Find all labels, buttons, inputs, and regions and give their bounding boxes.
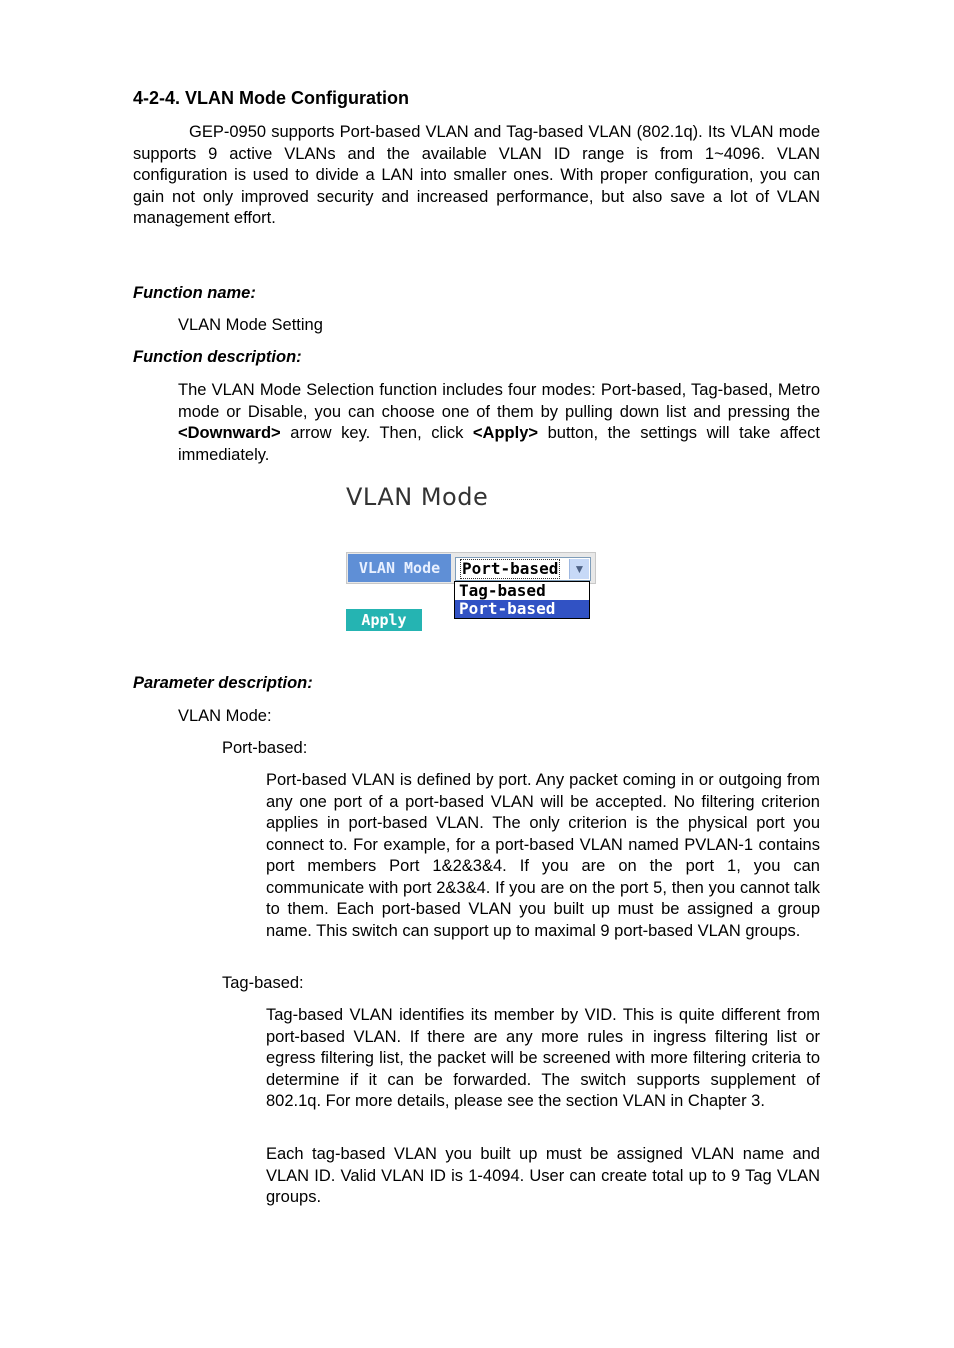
- section-title: 4-2-4. VLAN Mode Configuration: [133, 88, 409, 108]
- function-name-value: VLAN Mode Setting: [178, 316, 323, 334]
- function-description-label: Function description:: [133, 348, 302, 366]
- tag-based-description: Tag-based VLAN identifies its member by VID. This is quite different from port-based VLAN. If there are any more rules in ingress filtering list or egress filtering list, the packet will be screened with more filtering criteria to determine if it can be forwarded. The switch supports supplement of 802.1q. For more details, please see the section VLAN in Chapter 3.: [266, 1006, 820, 1110]
- port-based-label: Port-based:: [222, 739, 308, 757]
- vlan-mode-label: VLAN Mode: [348, 554, 451, 582]
- option-port-based[interactable]: Port-based: [455, 600, 589, 618]
- vlan-mode-dropdown-list: [454, 581, 590, 619]
- port-based-description: Port-based VLAN is defined by port. Any packet coming in or outgoing from any one port of a port-based VLAN will be accepted. No filtering criterion applies in port-based VLAN. The only criterion is the physical port you connect to. For example, for a port-based VLAN named PVLAN-1 contains port members Port 1&2&3&4. If you are on the port 1, you can communicate with port 2&3&4. If you are on the port 5, then you cannot talk to them. Each port-based VLAN you built up must be assigned a group name. This switch can support up to maximal 9 port-based VLAN groups.: [266, 771, 820, 940]
- downward-key: <Downward>: [178, 424, 281, 442]
- parameter-description-label: Parameter description:: [133, 674, 313, 692]
- vlan-mode-heading: VLAN Mode: [346, 483, 489, 511]
- intro-paragraph: [133, 122, 820, 230]
- function-name-label: Function name:: [133, 284, 256, 302]
- chevron-down-icon[interactable]: ▼: [569, 559, 589, 579]
- intro-text: GEP-0950 supports Port-based VLAN and Tag-based VLAN (802.1q). Its VLAN mode supports 9 active VLANs and the available VLAN ID range is from 1~4096. VLAN configuration is used to divide a LAN into smaller ones. With proper configuration, you can gain not only improved security and increased performance, but also save a lot of VLAN management effort.: [133, 123, 820, 227]
- vlan-mode-row: [346, 552, 596, 584]
- tag-based-label: Tag-based:: [222, 974, 304, 992]
- apply-button[interactable]: Apply: [346, 609, 422, 631]
- tag-based-description-2: Each tag-based VLAN you built up must be assigned VLAN name and VLAN ID. Valid VLAN ID is 1-4094. User can create total up to 9 Tag VLAN groups.: [266, 1145, 820, 1206]
- vlan-mode-param-label: VLAN Mode:: [178, 707, 272, 725]
- vlan-mode-select[interactable]: [455, 557, 591, 581]
- vlan-mode-selected-value: Port-based: [462, 559, 559, 578]
- option-tag-based[interactable]: Tag-based: [459, 581, 546, 600]
- function-description: The VLAN Mode Selection function includes four modes: Port-based, Tag-based, Metro mode or Disable, you can choose one of them by pulling down list and pressing the <Downward> arrow key. Then, click <Apply> button, the settings will take affect immediately.: [178, 381, 820, 464]
- apply-key: <Apply>: [472, 424, 539, 442]
